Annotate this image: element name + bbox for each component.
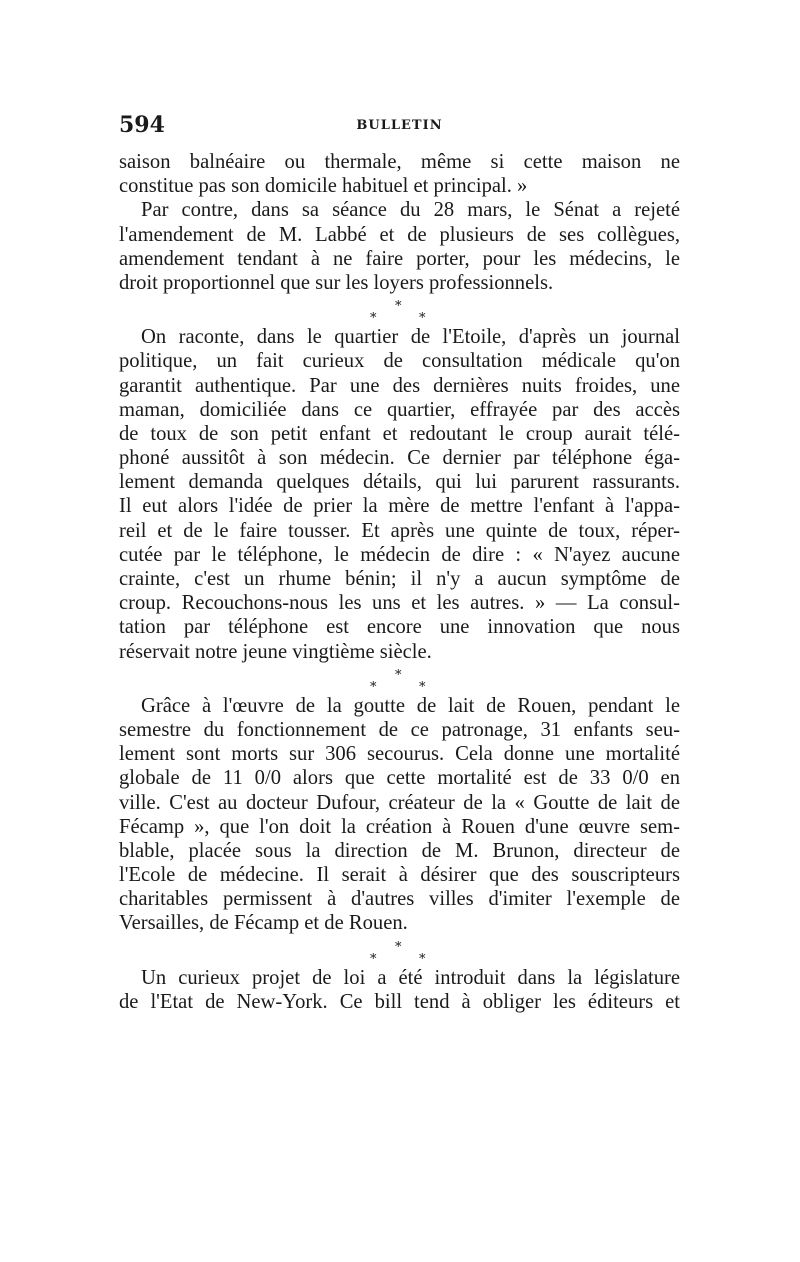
section-separator — [119, 295, 680, 325]
text-line: constitue pas son domicile habituel et principal. » — [119, 175, 528, 198]
text-line: amendement tendant à ne faire porter, pour les médecins, le — [119, 247, 680, 270]
separator-star: * — [395, 939, 402, 955]
text-line: reil et de le faire tousser. Et après une quinte de toux, réper- — [119, 519, 680, 542]
separator-star: * — [419, 679, 426, 695]
text-line: crainte, c'est un rhume bénin; il n'y a aucun symptôme de — [119, 568, 680, 590]
text-line: politique, un fait curieux de consultation médicale qu'on — [119, 350, 680, 373]
text-line: Par contre, dans sa séance du 28 mars, le Sénat a rejeté — [141, 199, 680, 222]
text-line: cutée par le téléphone, le médecin de dire : « N'ayez aucune — [119, 543, 680, 566]
text-line: croup. Recouchons-nous les uns et les autres. » — La consul- — [119, 592, 680, 615]
text-line: de toux de son petit enfant et redoutant le croup aurait télé- — [119, 422, 680, 445]
text-line: tation par téléphone est encore une innovation que nous — [119, 616, 680, 639]
separator-star: * — [395, 667, 402, 683]
text-line: lement demanda quelques détails, qui lui parurent rassurants. — [119, 471, 680, 494]
text-line: Il eut alors l'idée de prier la mère de mettre l'enfant à l'appa- — [119, 495, 680, 518]
text-line: de l'Etat de New-York. Ce bill tend à obliger les éditeurs et — [119, 990, 680, 1013]
text-line: Versailles, de Fécamp et de Rouen. — [119, 912, 408, 935]
text-line: l'amendement de M. Labbé et de plusieurs de ses collègues, — [119, 223, 680, 246]
text-line: lement sont morts sur 306 secourus. Cela donne une mortalité — [119, 743, 680, 766]
section-separator — [119, 664, 680, 694]
separator-star: * — [370, 679, 377, 695]
separator-star: * — [419, 311, 426, 327]
text-line: phoné aussitôt à son médecin. Ce dernier par téléphone éga- — [119, 447, 680, 470]
page-body — [119, 150, 680, 1014]
paragraph-4 — [119, 694, 680, 936]
paragraph-2 — [119, 198, 680, 295]
paragraph-5 — [119, 966, 680, 1014]
text-line: Grâce à l'œuvre de la goutte de lait de Rouen, pendant le — [141, 694, 680, 717]
text-line: Fécamp », que l'on doit la création à Rouen d'une œuvre sem- — [119, 815, 680, 838]
text-line: droit proportionnel que sur les loyers professionnels. — [119, 271, 554, 294]
text-line: maman, domiciliée dans ce quartier, effrayée par des accès — [119, 398, 680, 421]
text-line: réservait notre jeune vingtième siècle. — [119, 640, 432, 663]
separator-star: * — [419, 951, 426, 967]
page-number: 594 — [119, 112, 165, 138]
text-line: blable, placée sous la direction de M. Brunon, directeur de — [119, 839, 680, 862]
separator-star: * — [370, 311, 377, 327]
text-line: saison balnéaire ou thermale, même si cette maison ne — [119, 151, 680, 173]
text-line: garantit authentique. Par une des dernières nuits froides, une — [119, 374, 680, 397]
text-line: semestre du fonctionnement de ce patronage, 31 enfants seu- — [119, 718, 680, 741]
paragraph-3 — [119, 325, 680, 664]
running-title: BULLETIN — [356, 118, 443, 133]
separator-star: * — [370, 951, 377, 967]
paragraph-1 — [119, 150, 680, 198]
text-line: globale de 11 0/0 alors que cette mortalité est de 33 0/0 en — [119, 767, 680, 790]
text-line: Un curieux projet de loi a été introduit dans la législature — [141, 966, 680, 989]
section-separator — [119, 936, 680, 966]
separator-star: * — [395, 299, 402, 315]
text-line: ville. C'est au docteur Dufour, créateur de la « Goutte de lait de — [119, 791, 680, 814]
text-line: l'Ecole de médecine. Il serait à désirer que des souscripteurs — [119, 864, 680, 887]
text-line: On raconte, dans le quartier de l'Etoile, d'après un journal — [141, 326, 680, 349]
running-header — [119, 112, 680, 142]
text-line: charitables permissent à d'autres villes d'imiter l'exemple de — [119, 888, 680, 911]
